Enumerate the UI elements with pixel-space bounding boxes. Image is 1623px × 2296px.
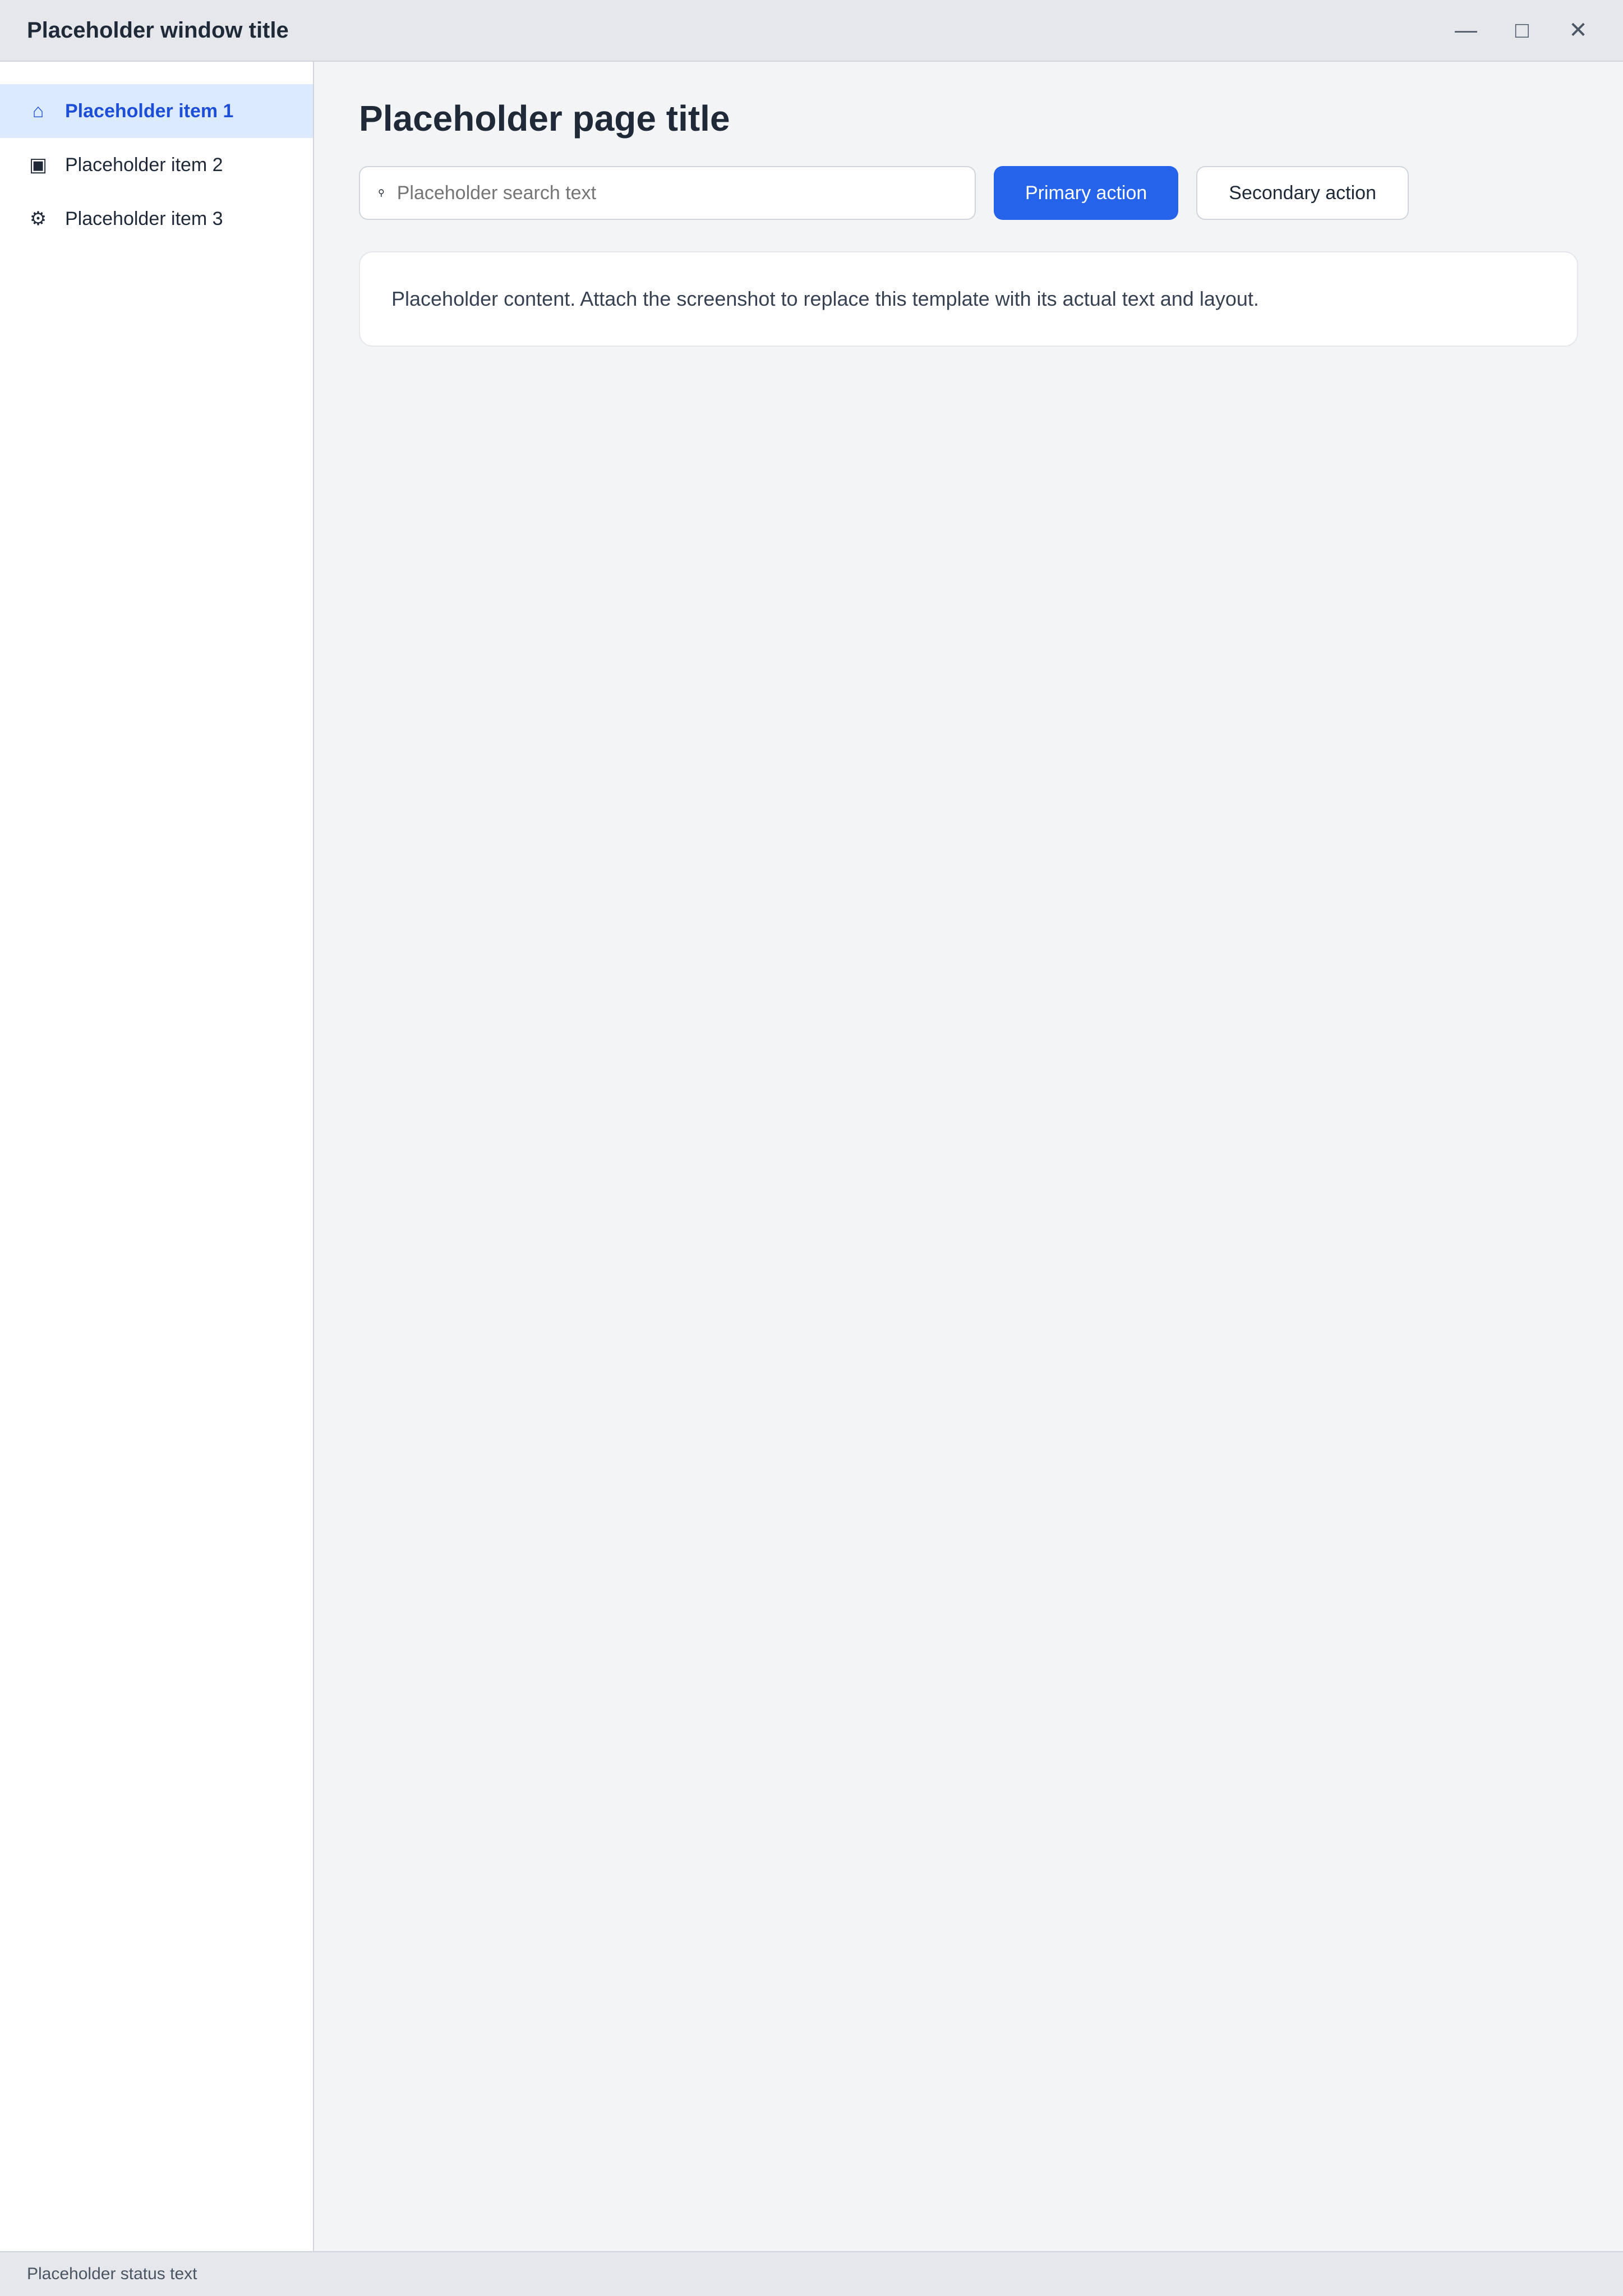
search-box [359, 166, 976, 220]
secondary-button[interactable]: Secondary action [1196, 166, 1409, 220]
title-bar [0, 0, 1623, 62]
window-body [0, 62, 1623, 2251]
toolbar [359, 166, 1578, 220]
window-title: Placeholder window title [27, 17, 289, 43]
window-controls [1448, 12, 1596, 48]
page-title: Placeholder page title [359, 98, 730, 139]
sidebar-item-3[interactable] [0, 192, 313, 246]
search-icon: ⚲ [378, 188, 385, 198]
sidebar-item-label: Placeholder item 2 [65, 154, 223, 176]
status-bar [0, 2251, 1623, 2296]
close-icon[interactable]: ✕ [1569, 18, 1588, 43]
minimize-icon[interactable]: — [1455, 17, 1477, 43]
sidebar [0, 62, 314, 2251]
status-text: Placeholder status text [27, 2265, 197, 2283]
home-icon: ⌂ [32, 100, 44, 122]
search-input[interactable] [396, 182, 957, 205]
primary-button[interactable]: Primary action [994, 166, 1178, 220]
sidebar-item-label: Placeholder item 3 [65, 208, 223, 229]
body-text: Placeholder content. Attach the screenshot to replace this template with its actual text and layout. [391, 287, 1259, 310]
content-card [359, 251, 1578, 347]
sidebar-item-1[interactable] [0, 84, 313, 138]
sidebar-item-label: Placeholder item 1 [65, 100, 234, 122]
gear-icon: ⚙ [29, 208, 47, 229]
maximize-icon[interactable]: □ [1515, 17, 1529, 43]
sidebar-item-2[interactable] [0, 138, 313, 192]
folder-icon: ▣ [29, 154, 48, 176]
main-content [314, 62, 1623, 2251]
